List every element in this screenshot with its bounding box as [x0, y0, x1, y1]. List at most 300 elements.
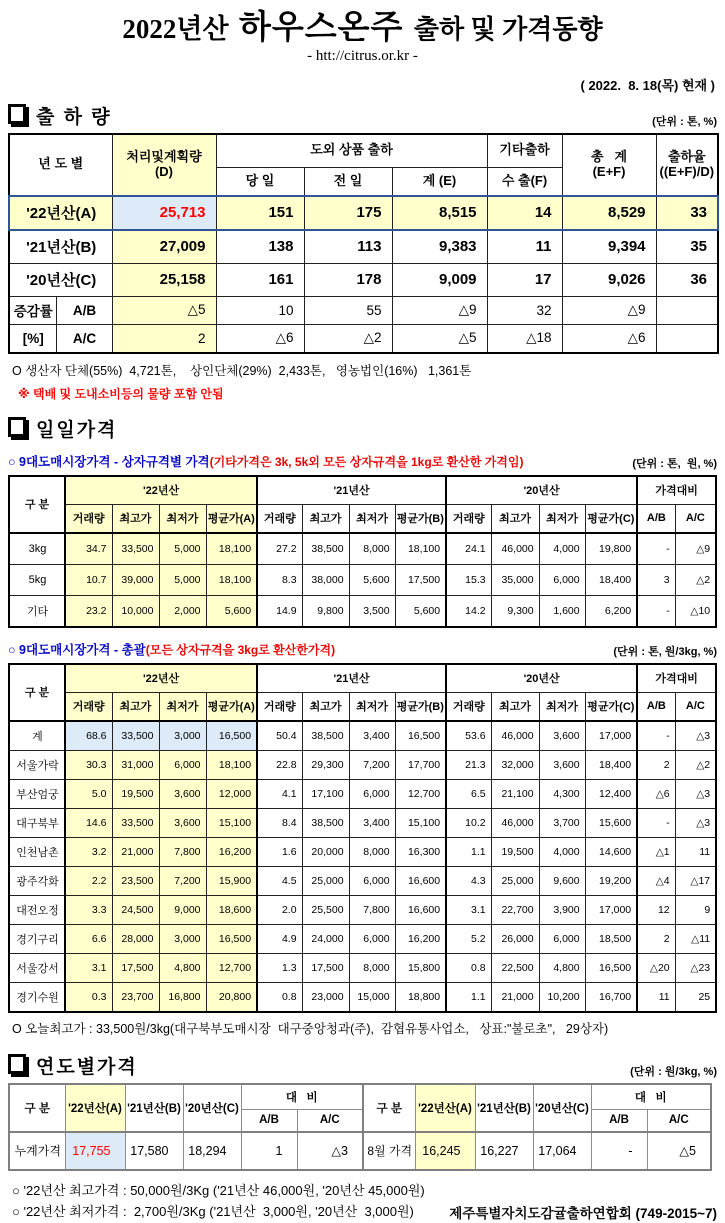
- cell: 15,100: [395, 808, 446, 837]
- cell: 19,200: [585, 866, 637, 895]
- cell: 25,000: [302, 866, 349, 895]
- cell: 9,300: [491, 595, 539, 627]
- cell: 18,500: [585, 924, 637, 953]
- cell: 8.3: [257, 564, 302, 595]
- col-avg-c: 평균가(C): [585, 692, 637, 721]
- cell: 50.4: [257, 721, 302, 751]
- cell: 2: [637, 924, 675, 953]
- cell: 4,300: [539, 779, 585, 808]
- cell: 34.7: [65, 533, 112, 565]
- cell: 3,500: [349, 595, 395, 627]
- cell: 9,000: [159, 895, 206, 924]
- cell: 16,500: [206, 924, 257, 953]
- cell: 3.1: [65, 953, 112, 982]
- table-row: [9, 808, 716, 837]
- cell: 3,700: [539, 808, 585, 837]
- col-2022a: '22년산(A): [65, 1084, 125, 1132]
- box-price-paren: (기타가격은 3k, 5k외 모든 상자규격을 1kg로 환산한 가격임): [209, 454, 524, 469]
- cell: 17,700: [395, 750, 446, 779]
- col-plan-l1: 처리및계획량: [126, 148, 202, 164]
- square-bullet-icon: [8, 417, 26, 437]
- row-label: '21년산(B): [9, 230, 112, 264]
- cell: △3: [675, 779, 716, 808]
- cell: 10,200: [539, 982, 585, 1012]
- cell: 14: [487, 196, 562, 230]
- cell: 36: [656, 263, 718, 296]
- col-group-2022: '22년산: [65, 664, 257, 693]
- col-group-ratio: 가격대비: [637, 476, 716, 505]
- cell: △5: [112, 296, 216, 324]
- cell: 2.2: [65, 866, 112, 895]
- cell: 17,500: [302, 953, 349, 982]
- cell: 11: [637, 982, 675, 1012]
- cell: 33,500: [112, 721, 159, 751]
- cell: 22.8: [257, 750, 302, 779]
- section-shipment-header: [8, 102, 717, 129]
- yearly-price-table: [8, 1083, 712, 1171]
- table-row: [9, 924, 716, 953]
- cell: 16,700: [585, 982, 637, 1012]
- cell: △1: [637, 837, 675, 866]
- table-row: [9, 750, 716, 779]
- cell: 16,227: [475, 1132, 533, 1170]
- cell: 113: [304, 230, 392, 264]
- title-tail: 출하 및 가격동향: [413, 15, 603, 44]
- cell: 33: [656, 196, 718, 230]
- cell: 6,000: [539, 924, 585, 953]
- section-yearly-title: [8, 1052, 138, 1079]
- cell: 3,400: [349, 808, 395, 837]
- box-price-title: ○ 9대도매시장가격 - 상자규격별 가격: [8, 454, 210, 469]
- cell: 18,100: [206, 564, 257, 595]
- delivery-note: ※ 택배 및 도내소비등의 물량 포함 안됨: [18, 386, 224, 401]
- cell: △5: [392, 324, 487, 353]
- col-group-etc: 기타출하: [487, 134, 562, 168]
- col-volume: 거래량: [65, 504, 112, 533]
- cell: 3,600: [539, 750, 585, 779]
- cell: 35,000: [491, 564, 539, 595]
- col-avg-a: 평균가(A): [206, 692, 257, 721]
- row-label: '20년산(C): [9, 263, 112, 296]
- cell: △2: [675, 750, 716, 779]
- cell: △2: [304, 324, 392, 353]
- cell: 16,200: [395, 924, 446, 953]
- row-label: 대전오정: [9, 895, 65, 924]
- cell: 1.1: [446, 982, 491, 1012]
- cell: 2.0: [257, 895, 302, 924]
- col-volume: 거래량: [257, 692, 302, 721]
- section-yearly-header: [8, 1052, 717, 1079]
- cell: -: [637, 595, 675, 627]
- subsection-overall-price: [8, 640, 717, 659]
- cell: -: [637, 808, 675, 837]
- cell: 18,400: [585, 564, 637, 595]
- cell: 17,000: [585, 895, 637, 924]
- yearly-unit-label: (단위 : 원/3kg, %): [630, 1065, 717, 1078]
- cell: 3,000: [159, 924, 206, 953]
- table-row: [9, 953, 716, 982]
- table-row: [9, 564, 716, 595]
- cell: 23.2: [65, 595, 112, 627]
- cell: 16,600: [395, 866, 446, 895]
- cell: 1.1: [446, 837, 491, 866]
- row-label: 서울강서: [9, 953, 65, 982]
- cell: 35: [656, 230, 718, 264]
- cell: 3,900: [539, 895, 585, 924]
- table-row: [9, 533, 716, 565]
- cell: 10,000: [112, 595, 159, 627]
- title-year: 2022년산: [122, 14, 229, 44]
- table-row: [9, 721, 716, 751]
- table-row: [9, 866, 716, 895]
- cell: 32,000: [491, 750, 539, 779]
- cell: △23: [675, 953, 716, 982]
- col-sum-e: 계 (E): [392, 167, 487, 196]
- cell: 4,000: [539, 533, 585, 565]
- cell: 33,500: [112, 808, 159, 837]
- cell: 151: [216, 196, 304, 230]
- row-label: 3kg: [9, 533, 65, 565]
- cell: 2: [637, 750, 675, 779]
- cell: 8,000: [349, 953, 395, 982]
- col-category: 구 분: [9, 476, 65, 533]
- col-volume: 거래량: [446, 504, 491, 533]
- cell: 15,100: [206, 808, 257, 837]
- cell: 3,600: [539, 721, 585, 751]
- row-label: 누계가격: [9, 1132, 65, 1170]
- cell: 21,000: [112, 837, 159, 866]
- col-category: 구 분: [9, 1084, 65, 1132]
- col-rate: [656, 134, 718, 196]
- cell: 14.2: [446, 595, 491, 627]
- cell: △3: [675, 808, 716, 837]
- cell: 178: [304, 263, 392, 296]
- organization-name: 제주특별자치도감귤출하연합회 (749-2015~7): [449, 1205, 717, 1221]
- cell: 17,064: [533, 1132, 591, 1170]
- producer-note: O 생산자 단체(55%) 4,721톤, 상인단체(29%) 2,433톤, 영농법인(16%) 1,361톤: [12, 363, 472, 378]
- cell: 12,700: [395, 779, 446, 808]
- col-low: 최저가: [349, 504, 395, 533]
- cell: -: [637, 533, 675, 565]
- col-avg-b: 평균가(B): [395, 504, 446, 533]
- cell: 161: [216, 263, 304, 296]
- cell: 17,500: [112, 953, 159, 982]
- cell: 2,000: [159, 595, 206, 627]
- cell: △18: [487, 324, 562, 353]
- cell: 46,000: [491, 808, 539, 837]
- cell: -: [591, 1132, 647, 1170]
- cell: △9: [675, 533, 716, 565]
- report-date: ( 2022. 8. 18(목) 현재 ): [580, 77, 715, 93]
- col-group-2021: '21년산: [257, 476, 446, 505]
- cell: 7,200: [159, 866, 206, 895]
- row-label: '22년산(A): [9, 196, 112, 230]
- cell: 18,800: [395, 982, 446, 1012]
- col-group-2021: '21년산: [257, 664, 446, 693]
- cell: 10.7: [65, 564, 112, 595]
- col-high: 최고가: [491, 692, 539, 721]
- cell: 29,300: [302, 750, 349, 779]
- cell: 8,000: [349, 533, 395, 565]
- cell: △4: [637, 866, 675, 895]
- overall-price-paren: (모든 상자규격을 3kg로 환산한가격): [145, 642, 336, 657]
- cell: 38,500: [302, 808, 349, 837]
- row-label: 대구북부: [9, 808, 65, 837]
- row-sublabel: A/C: [56, 324, 112, 353]
- cell: 1.3: [257, 953, 302, 982]
- cell: 23,000: [302, 982, 349, 1012]
- section-shipment-label: 출 하 량: [36, 106, 112, 128]
- cell: 16,200: [206, 837, 257, 866]
- table-row-2022: [9, 196, 718, 230]
- cell: 15.3: [446, 564, 491, 595]
- cell: 17,580: [125, 1132, 183, 1170]
- cell: 17,755: [65, 1132, 125, 1170]
- cell: 14.6: [65, 808, 112, 837]
- overall-price-table: [8, 663, 717, 1013]
- col-avg-b: 평균가(B): [395, 692, 446, 721]
- footer-low-price: ○ '22년산 최저가격 : 2,700원/3Kg ('21년산 3,000원, '20년산 3,000원): [12, 1204, 414, 1220]
- col-high: 최고가: [302, 692, 349, 721]
- cell: 9,026: [562, 263, 656, 296]
- cell: 28,000: [112, 924, 159, 953]
- col-avg-c: 평균가(C): [585, 504, 637, 533]
- cell: 3: [637, 564, 675, 595]
- overall-price-title: ○ 9대도매시장가격 - 총괄: [8, 642, 146, 657]
- cell: 8,529: [562, 196, 656, 230]
- col-day: 당 일: [216, 167, 304, 196]
- cell: 1: [241, 1132, 297, 1170]
- col-year: 년 도 별: [9, 134, 112, 196]
- col-plan-l2: (D): [154, 163, 174, 179]
- col-category: 구 분: [363, 1084, 415, 1132]
- col-2021b: '21년산(B): [475, 1084, 533, 1132]
- row-label: 5kg: [9, 564, 65, 595]
- box-price-unit: (단위 : 톤, 원, %): [632, 457, 717, 470]
- cell: 46,000: [491, 721, 539, 751]
- col-ab: A/B: [591, 1109, 647, 1132]
- cell: 17: [487, 263, 562, 296]
- cell: 175: [304, 196, 392, 230]
- cell: 6,000: [349, 866, 395, 895]
- cell: [656, 324, 718, 353]
- cell: △6: [562, 324, 656, 353]
- col-ab: A/B: [241, 1109, 297, 1132]
- square-bullet-icon: [8, 1054, 26, 1074]
- col-plan: [112, 134, 216, 196]
- cell: △6: [637, 779, 675, 808]
- cell: 23,700: [112, 982, 159, 1012]
- cell: 4.5: [257, 866, 302, 895]
- cell: 8,515: [392, 196, 487, 230]
- cell: 5,600: [349, 564, 395, 595]
- row-label: 계: [9, 721, 65, 751]
- cell: 30.3: [65, 750, 112, 779]
- cell: 22,500: [491, 953, 539, 982]
- cell: 3,000: [159, 721, 206, 751]
- table-row-change-ab: [9, 296, 718, 324]
- cell: 16,600: [395, 895, 446, 924]
- table-row: [9, 779, 716, 808]
- section-yearly-label: 연도별가격: [36, 1056, 138, 1078]
- row-label: 8월 가격: [363, 1132, 415, 1170]
- cell: 17,000: [585, 721, 637, 751]
- row-label: 서울가락: [9, 750, 65, 779]
- col-ac: A/C: [675, 692, 716, 721]
- cell: 25,500: [302, 895, 349, 924]
- subsection-box-price-title: [8, 452, 524, 471]
- col-group-2020: '20년산: [446, 664, 637, 693]
- cell: △5: [647, 1132, 711, 1170]
- cell: 0.8: [446, 953, 491, 982]
- col-total-l1: 총 계: [591, 148, 627, 164]
- cell: 11: [487, 230, 562, 264]
- col-high: 최고가: [302, 504, 349, 533]
- cell: 22,700: [491, 895, 539, 924]
- cell: 16,245: [415, 1132, 475, 1170]
- cell: 12: [637, 895, 675, 924]
- cell: 24,500: [112, 895, 159, 924]
- cell: 6,000: [349, 924, 395, 953]
- cell: 6.5: [446, 779, 491, 808]
- section-daily-label: 일일가격: [36, 419, 118, 441]
- cell: 0.3: [65, 982, 112, 1012]
- col-group-outbound: 도외 상품 출하: [216, 134, 487, 168]
- col-volume: 거래량: [65, 692, 112, 721]
- cell: 1,600: [539, 595, 585, 627]
- cell: 4.9: [257, 924, 302, 953]
- cell: 9: [675, 895, 716, 924]
- cell: 18,100: [395, 533, 446, 565]
- shipment-unit-label: (단위 : 톤, %): [652, 115, 717, 128]
- cell: 20,000: [302, 837, 349, 866]
- cell: 46,000: [491, 533, 539, 565]
- col-group-ratio: 대 비: [241, 1084, 363, 1110]
- table-row: [9, 837, 716, 866]
- cell: 0.8: [257, 982, 302, 1012]
- cell: 25,000: [491, 866, 539, 895]
- col-low: 최저가: [159, 692, 206, 721]
- cell: 25,158: [112, 263, 216, 296]
- cell: 5,600: [395, 595, 446, 627]
- col-2021b: '21년산(B): [125, 1084, 183, 1132]
- cell: 19,800: [585, 533, 637, 565]
- cell: 6,000: [539, 564, 585, 595]
- box-price-table: [8, 475, 717, 628]
- cell: 27.2: [257, 533, 302, 565]
- cell: 20,800: [206, 982, 257, 1012]
- cell: △6: [216, 324, 304, 353]
- cell: 18,100: [206, 750, 257, 779]
- page-title: [8, 10, 717, 45]
- cell: 25: [675, 982, 716, 1012]
- cell: 19,500: [112, 779, 159, 808]
- cell: 21,000: [491, 982, 539, 1012]
- cell: 16,500: [395, 721, 446, 751]
- cell: 32: [487, 296, 562, 324]
- row-sublabel: A/B: [56, 296, 112, 324]
- cell: 17,500: [395, 564, 446, 595]
- cell: 9,800: [302, 595, 349, 627]
- subsection-overall-price-title: [8, 640, 335, 659]
- cell: 138: [216, 230, 304, 264]
- cell: 23,500: [112, 866, 159, 895]
- col-ac: A/C: [675, 504, 716, 533]
- cell: 7,200: [349, 750, 395, 779]
- cell: 53.6: [446, 721, 491, 751]
- cell: 10: [216, 296, 304, 324]
- cell: 38,500: [302, 721, 349, 751]
- cell: 10.2: [446, 808, 491, 837]
- cell: 18,100: [206, 533, 257, 565]
- cell: 5.2: [446, 924, 491, 953]
- cell: 3,400: [349, 721, 395, 751]
- col-ac: A/C: [647, 1109, 711, 1132]
- cell: 1.6: [257, 837, 302, 866]
- cell: 55: [304, 296, 392, 324]
- cell: [656, 296, 718, 324]
- overall-price-unit: (단위 : 톤, 원/3kg, %): [613, 645, 717, 658]
- cell: 25,713: [112, 196, 216, 230]
- cell: 7,800: [349, 895, 395, 924]
- title-main: 하우스온주: [238, 8, 404, 45]
- cell: △3: [297, 1132, 363, 1170]
- cell: 38,500: [302, 533, 349, 565]
- cell: 16,500: [585, 953, 637, 982]
- cell: 38,000: [302, 564, 349, 595]
- cell: 17,100: [302, 779, 349, 808]
- col-ab: A/B: [637, 504, 675, 533]
- section-daily-title: [8, 415, 117, 442]
- cell: 24.1: [446, 533, 491, 565]
- col-high: 최고가: [112, 692, 159, 721]
- cell: 8,000: [349, 837, 395, 866]
- col-volume: 거래량: [257, 504, 302, 533]
- cell: 4.1: [257, 779, 302, 808]
- table-row: [9, 595, 716, 627]
- cell: △3: [675, 721, 716, 751]
- cell: 4.3: [446, 866, 491, 895]
- cell: 5,600: [206, 595, 257, 627]
- cell: 16,300: [395, 837, 446, 866]
- cell: 12,400: [585, 779, 637, 808]
- cell: 5,000: [159, 533, 206, 565]
- today-high-note: O 오늘최고가 : 33,500원/3kg(대구북부도매시장 대구중앙청과(주), 감협유통사업소, 상표:"불로초", 29상자): [12, 1021, 609, 1036]
- table-row: [9, 895, 716, 924]
- cell: 4,800: [539, 953, 585, 982]
- cell: △20: [637, 953, 675, 982]
- cell: 15,800: [395, 953, 446, 982]
- col-group-2020: '20년산: [446, 476, 637, 505]
- col-group-2022: '22년산: [65, 476, 257, 505]
- cell: 12,000: [206, 779, 257, 808]
- cell: 5.0: [65, 779, 112, 808]
- cell: △2: [675, 564, 716, 595]
- footer: [8, 1180, 717, 1223]
- table-row-2021: [9, 230, 718, 264]
- cell: 18,400: [585, 750, 637, 779]
- cell: 33,500: [112, 533, 159, 565]
- col-total: [562, 134, 656, 196]
- cell: 4,800: [159, 953, 206, 982]
- cell: 21.3: [446, 750, 491, 779]
- col-rate-l2: ((E+F)/D): [659, 163, 715, 179]
- cell: 6,000: [349, 779, 395, 808]
- section-daily-header: [8, 415, 717, 442]
- table-row-2020: [9, 263, 718, 296]
- cell: 6,000: [159, 750, 206, 779]
- col-2020c: '20년산(C): [533, 1084, 591, 1132]
